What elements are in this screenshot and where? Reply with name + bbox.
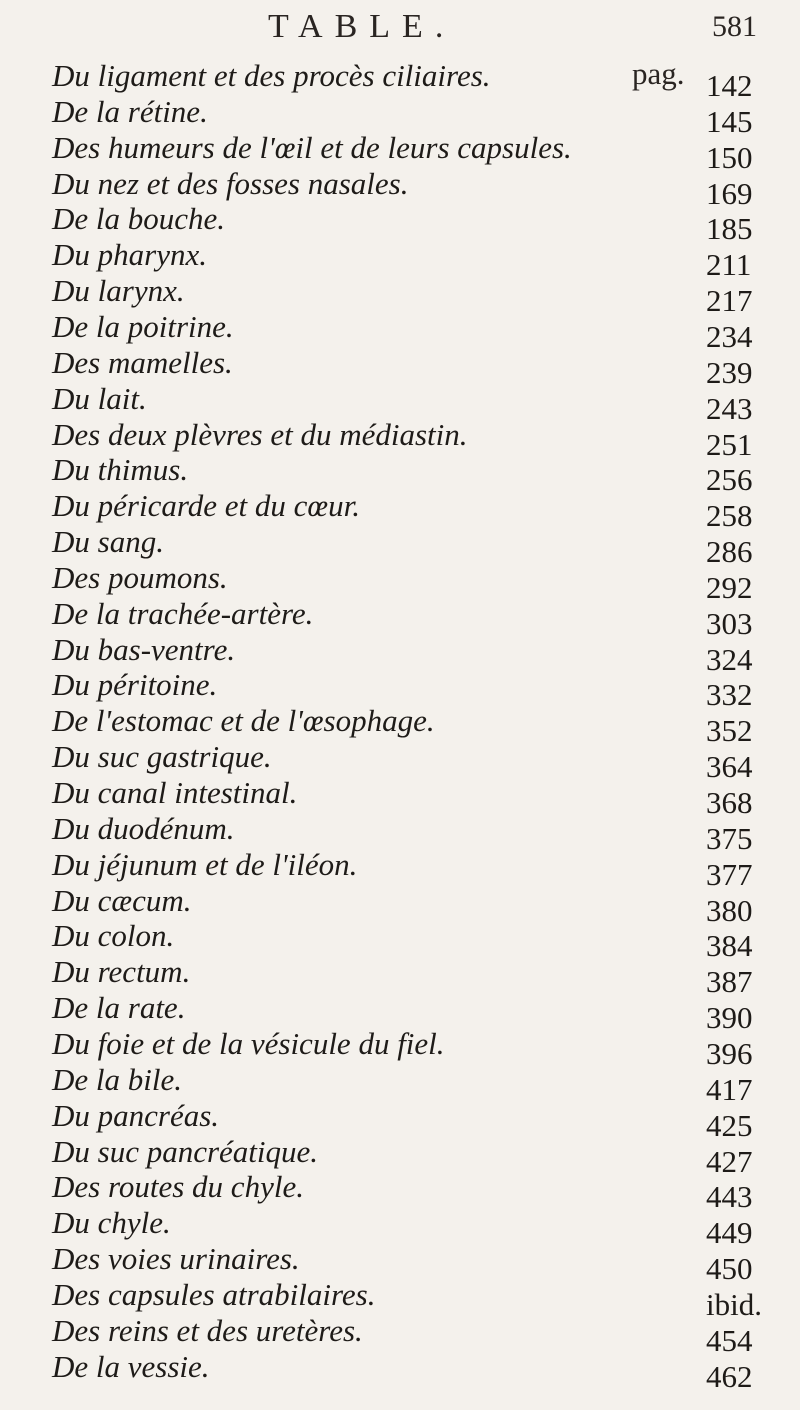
entry-page: 234 (706, 318, 753, 354)
toc-entry (0, 775, 800, 820)
toc-entry (0, 739, 800, 785)
entry-title: De la vessie. (52, 1348, 210, 1384)
entry-page: 145 (706, 103, 753, 139)
entry-title: De la rétine. (52, 93, 208, 129)
entry-title: Du bas-ventre. (52, 631, 236, 667)
toc-entry (0, 1133, 800, 1179)
entry-page: 396 (706, 1035, 753, 1071)
entry-title: Du colon. (52, 918, 175, 954)
entry-page: 217 (706, 283, 753, 319)
entry-title: Des routes du chyle. (52, 1169, 304, 1205)
toc-entry (0, 846, 800, 892)
toc-entry (0, 58, 800, 103)
entry-page: 449 (706, 1215, 753, 1251)
toc-entry (0, 1061, 800, 1107)
entry-page: 427 (706, 1143, 753, 1179)
entry-title: Du jéjunum et de l'iléon. (52, 846, 358, 882)
toc-entry (0, 1169, 800, 1215)
toc-entry (0, 1025, 800, 1071)
entry-title: Du thimus. (52, 452, 189, 488)
entry-title: Du pancréas. (52, 1097, 220, 1133)
toc-entry (0, 703, 800, 749)
entry-title: De la trachée-artère. (52, 595, 314, 631)
entry-title: Du duodénum. (52, 810, 235, 846)
entry-page: 239 (706, 354, 753, 390)
toc-entry (0, 990, 800, 1036)
toc-entry (0, 810, 800, 856)
toc-entry (0, 452, 800, 498)
toc-entry (0, 954, 800, 1000)
entry-title: De la rate. (52, 990, 186, 1026)
entry-page: 417 (706, 1071, 753, 1107)
entry-title: Du canal intestinal. (52, 775, 298, 810)
entry-title: Du cæcum. (52, 882, 192, 918)
entry-title: Des voies urinaires. (52, 1241, 300, 1277)
entry-title: Du pharynx. (52, 237, 207, 273)
entry-title: Du péritoine. (52, 667, 218, 703)
entry-page: 462 (706, 1358, 753, 1394)
entry-page: 375 (706, 820, 753, 856)
toc-entry (0, 882, 800, 928)
entry-page: 256 (706, 462, 753, 498)
entry-page: 390 (706, 1000, 753, 1036)
toc-entry (0, 1097, 800, 1143)
entry-page: 352 (706, 713, 753, 749)
entry-title: Des poumons. (52, 559, 228, 595)
entry-title: Du nez et des fosses nasales. (52, 165, 409, 201)
pag-label: pag. (632, 56, 685, 91)
entry-title: Des reins et des uretères. (52, 1312, 363, 1348)
entry-page: 142 (706, 68, 753, 103)
entry-page: 368 (706, 785, 753, 820)
toc-entry (0, 488, 800, 534)
toc-entry (0, 1276, 800, 1322)
entry-title: Du larynx. (52, 273, 185, 309)
entry-title: De la poitrine. (52, 308, 234, 344)
toc-entry (0, 344, 800, 390)
entry-title: De la bouche. (52, 201, 226, 237)
entry-page: 377 (706, 856, 753, 892)
toc-entry (0, 1348, 800, 1394)
toc-entry (0, 1241, 800, 1287)
entry-title: Du ligament et des procès ciliaires. (52, 58, 491, 93)
entry-page: 443 (706, 1179, 753, 1215)
toc-entry (0, 524, 800, 570)
entry-page: 258 (706, 498, 753, 534)
entry-page: 380 (706, 892, 753, 928)
entry-title: Des mamelles. (52, 344, 233, 380)
page-title: TABLE. (268, 8, 456, 45)
entry-title: De l'estomac et de l'œsophage. (52, 703, 435, 739)
entry-title: Des humeurs de l'œil et de leurs capsules. (52, 129, 572, 165)
entry-page: 169 (706, 175, 753, 211)
entry-page: 150 (706, 139, 753, 175)
entry-title: Du rectum. (52, 954, 191, 990)
page-number: 581 (712, 10, 757, 43)
entry-page: 303 (706, 605, 753, 641)
entry-page: ibid. (706, 1286, 762, 1322)
toc-entry (0, 1205, 800, 1251)
entry-page: 324 (706, 641, 753, 677)
entry-title: Du suc gastrique. (52, 739, 272, 775)
entry-page: 185 (706, 211, 753, 247)
toc-entry (0, 308, 800, 354)
entry-page: 454 (706, 1322, 753, 1358)
entry-title: Du suc pancréatique. (52, 1133, 319, 1169)
entry-title: Des capsules atrabilaires. (52, 1276, 376, 1312)
entry-page: 425 (706, 1107, 753, 1143)
toc-entry (0, 918, 800, 964)
toc-entry (0, 273, 800, 319)
entry-page: 211 (706, 247, 752, 283)
toc-entry (0, 380, 800, 426)
entry-page: 332 (706, 677, 753, 713)
entry-title: De la bile. (52, 1061, 182, 1097)
entry-title: Du lait. (52, 380, 147, 416)
entry-page: 286 (706, 534, 753, 570)
entry-page: 450 (706, 1251, 753, 1287)
toc-entry (0, 631, 800, 677)
toc-entry (0, 559, 800, 605)
toc-entry (0, 237, 800, 283)
toc-entry (0, 93, 800, 139)
toc-entry (0, 595, 800, 641)
entry-title: Du foie et de la vésicule du fiel. (52, 1025, 445, 1061)
entry-title: Du péricarde et du cœur. (52, 488, 360, 524)
toc-entry (0, 416, 800, 462)
entry-page: 251 (706, 426, 753, 462)
entry-page: 364 (706, 749, 753, 785)
entry-page: 384 (706, 928, 753, 964)
entry-page: 387 (706, 964, 753, 1000)
toc-entry (0, 165, 800, 211)
toc-entry (0, 667, 800, 713)
entry-title: Du chyle. (52, 1205, 171, 1241)
entry-title: Du sang. (52, 524, 164, 560)
toc-entry (0, 201, 800, 247)
toc-entry (0, 129, 800, 175)
entry-page: 243 (706, 390, 753, 426)
entry-page: 292 (706, 569, 753, 605)
toc-entry (0, 1312, 800, 1358)
entry-title: Des deux plèvres et du médiastin. (52, 416, 468, 452)
